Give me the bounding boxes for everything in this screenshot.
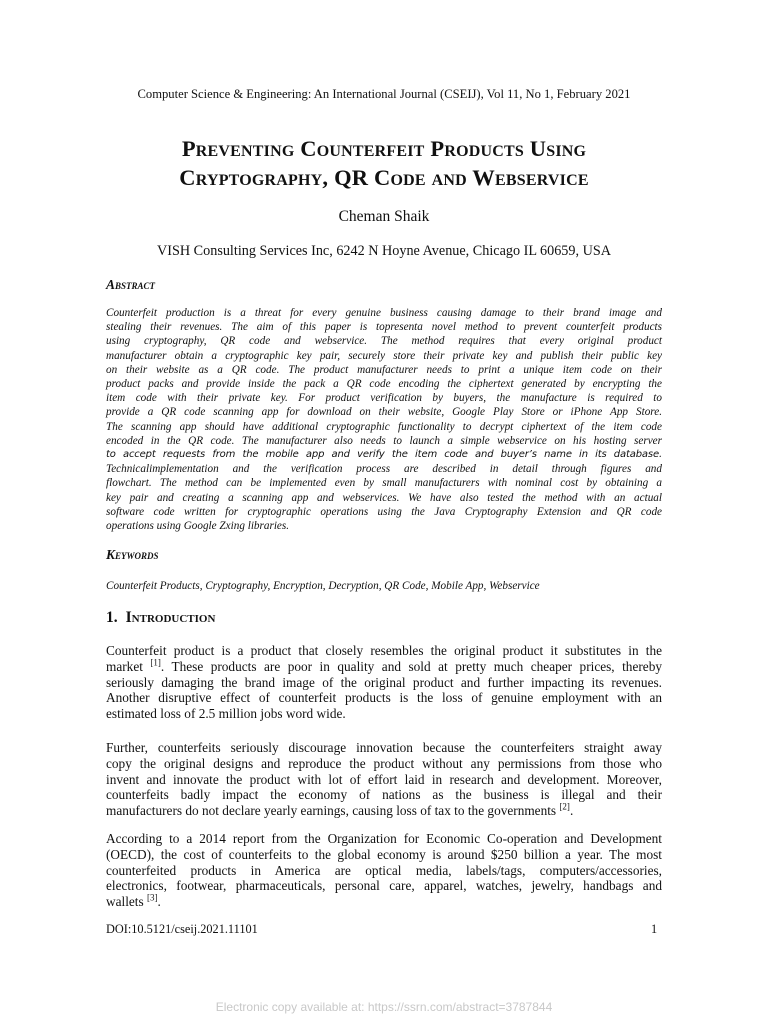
text-run: . These products are poor in quality and sold at pretty much cheaper prices, thereby <box>160 658 662 674</box>
page-number: 1 <box>651 922 658 936</box>
section-number: 1. <box>106 609 118 626</box>
paragraph-line: (OECD), the cost of counterfeits to the global economy is around $250 billion a year. The most <box>106 846 662 862</box>
author-affiliation: VISH Consulting Services Inc, 6242 N Hoyne Avenue, Chicago IL 60659, USA <box>157 243 611 259</box>
paragraph-line: counterfeited products in America are optical media, labels/tags, computers/accessories, <box>106 862 662 878</box>
title-line-2: Cryptography, QR Code and Webservice <box>179 165 589 190</box>
paragraph-line <box>106 894 662 910</box>
doi-footer: DOI:10.5121/cseij.2021.11101 <box>106 922 258 936</box>
paragraph-line: Counterfeit product is a product that closely resembles the original product it substitutes in the <box>106 643 662 658</box>
citation-ref: [2] <box>559 801 570 812</box>
paragraph-line: copy the original designs and reproduce the product without any permissions from those who <box>106 755 662 771</box>
abstract-line: key pair and creating a scanning app and webservices. We have also tested the method with an actual <box>106 491 662 504</box>
citation-ref: [1] <box>150 657 161 668</box>
text-run: wallets <box>106 894 147 910</box>
abstract-line: Counterfeit production is a threat for every genuine business causing damage to their brand image and <box>106 307 662 319</box>
running-header: Computer Science & Engineering: An International Journal (CSEIJ), Vol 11, No 1, February 2021 <box>137 87 631 101</box>
section-title: Introduction <box>125 609 216 626</box>
abstract-line: software code written for cryptographic operations using the Java Cryptography Extension and QR code <box>106 505 662 518</box>
paragraph-line: estimated loss of 2.5 million jobs word wide. <box>106 706 346 722</box>
abstract-body <box>106 306 662 533</box>
abstract-line: to accept requests from the mobile app and verify the item code and buyer’s name in its database. <box>106 449 662 461</box>
introduction-heading <box>106 609 215 627</box>
paragraph-line: seriously damaging the brand image of the original product and further impacting its revenues. <box>106 674 662 690</box>
intro-paragraph-1 <box>106 643 662 722</box>
abstract-line: item code with their private key. For product verification by buyers, the manufacture is required to <box>106 392 662 405</box>
abstract-line: on their website as a QR code. The product manufacturer needs to print a unique item code on their <box>106 363 662 376</box>
keywords-list: Counterfeit Products, Cryptography, Encryption, Decryption, QR Code, Mobile App, Webservice <box>106 580 540 592</box>
abstract-line: operations using Google Zxing libraries. <box>106 520 290 533</box>
abstract-line: stealing their revenues. The aim of this paper is topresenta novel method to prevent counterfeit products <box>106 321 662 334</box>
paragraph-line: Further, counterfeits seriously discourage innovation because the counterfeiters straight away <box>106 740 662 755</box>
abstract-line: encoded in the QR code. The manufacturer also needs to launch a simple webservice on his hosting server <box>106 434 662 447</box>
paragraph-line: invent and innovate the product with lot of effort laid in research and development. Moreover, <box>106 771 662 787</box>
abstract-line: product packs and provide inside the pack a QR code encoding the ciphertext generated by encrypting the <box>106 378 662 391</box>
text-run: . <box>157 894 161 910</box>
abstract-line: using cryptography, QR code and webservice. The method requires that every original product <box>106 335 662 348</box>
abstract-line: Technicalimplementation and the verification process are described in detail through figures and <box>106 463 662 476</box>
abstract-line: manufacturer obtain a cryptographic key pair, securely store their private key and publish their public key <box>106 349 662 362</box>
paragraph-line: counterfeits badly impact the economy of nations as the business is illegal and their <box>106 787 662 803</box>
intro-paragraph-3 <box>106 831 662 910</box>
text-run: manufacturers do not declare yearly earnings, causing loss of tax to the governments <box>106 803 560 819</box>
abstract-heading: Abstract <box>106 277 156 292</box>
abstract-line: provide a QR code scanning app for download on their website, Google Play Store or iPhone App Store. <box>106 406 662 419</box>
abstract-line: flowchart. The method can be implemented even by small manufacturers with nominal cost by obtaining a <box>106 477 662 490</box>
paper-title <box>0 134 768 192</box>
paragraph-line: electronics, footwear, pharmaceuticals, personal care, apparel, watches, jewelry, handbags and <box>106 878 662 894</box>
keywords-heading: Keywords <box>106 547 159 562</box>
text-run: . <box>569 803 574 819</box>
text-run: market <box>106 658 151 674</box>
paragraph-line: Another disruptive effect of counterfeit products is the loss of genuine employment with an <box>106 690 662 706</box>
paragraph-line: According to a 2014 report from the Organization for Economic Co-operation and Development <box>106 831 662 846</box>
paragraph-line <box>106 659 662 675</box>
intro-paragraph-2 <box>106 740 662 819</box>
ssrn-watermark: Electronic copy available at: https://ssrn.com/abstract=3787844 <box>215 1000 553 1014</box>
abstract-line: The scanning app should have additional cryptographic functionality to decrypt ciphertext of the item code <box>106 420 662 433</box>
paragraph-line <box>106 803 662 819</box>
title-line-1: Preventing Counterfeit Products Using <box>181 136 587 161</box>
citation-ref: [3] <box>147 892 158 903</box>
author-name: Cheman Shaik <box>338 208 430 225</box>
